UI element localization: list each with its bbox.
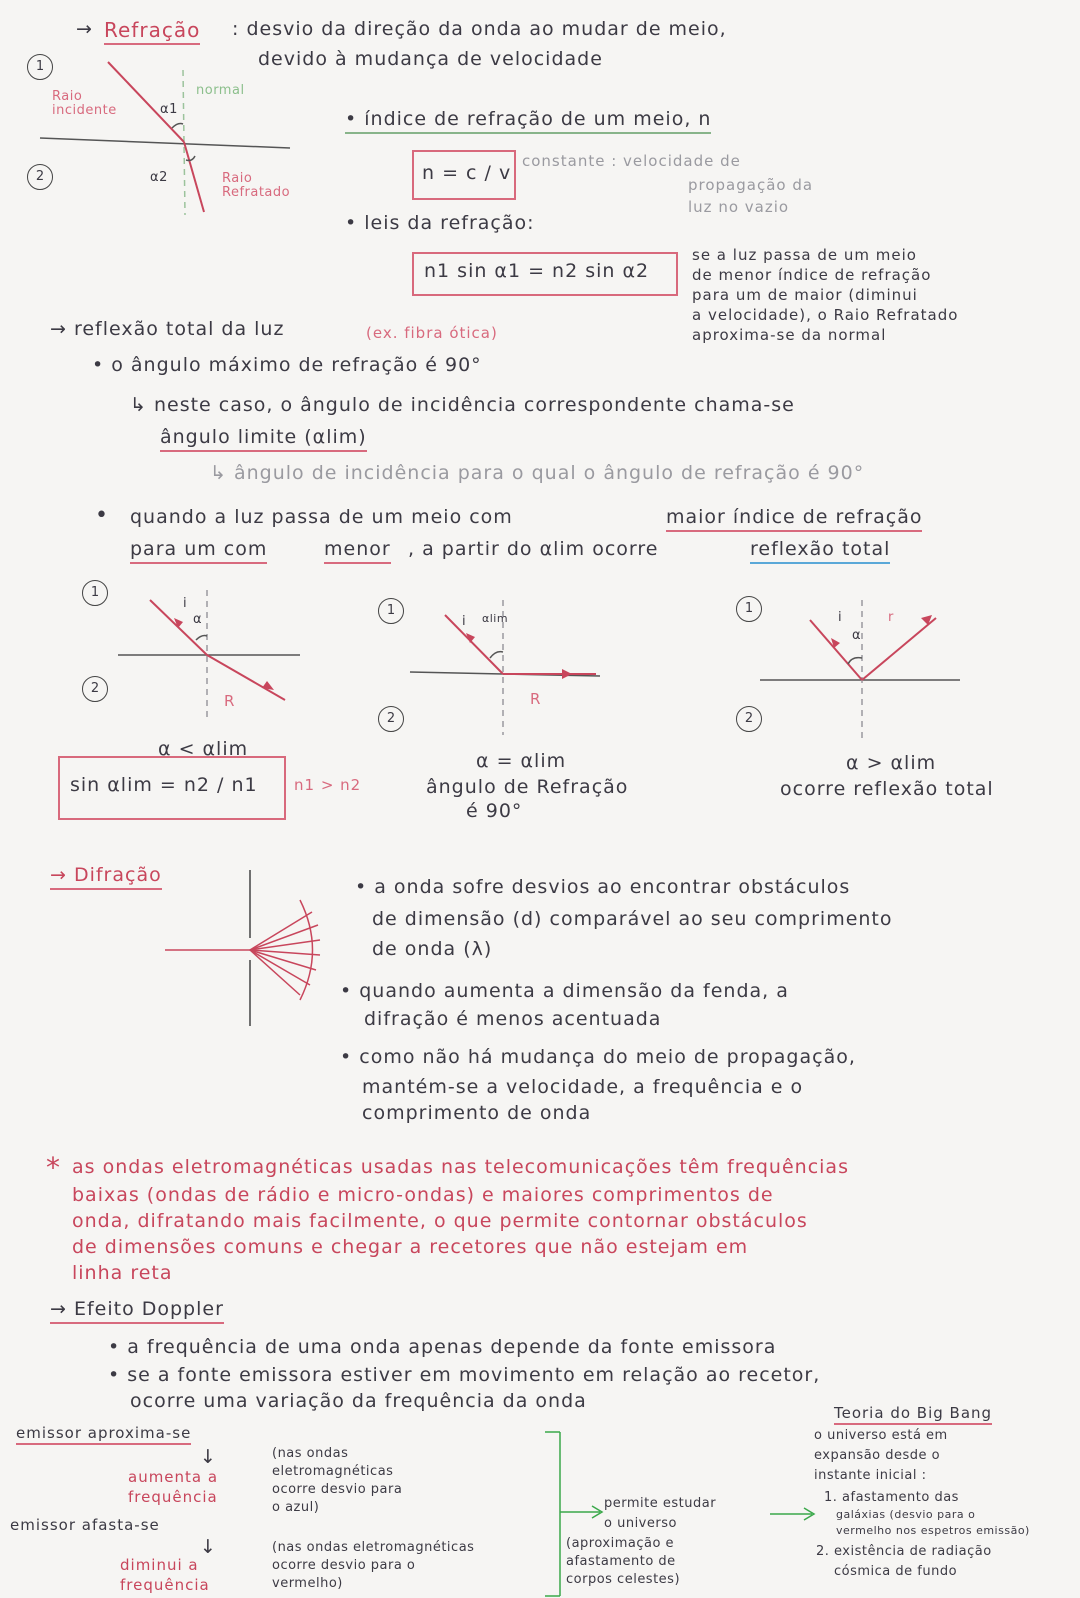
note-line-5: linha reta	[72, 1262, 173, 1284]
fig2-R: R	[530, 690, 542, 708]
diffraction-b1-l1: • a onda sofre desvios ao encontrar obstáculos	[355, 876, 851, 898]
total-reflection-title: → reflexão total da luz	[50, 318, 285, 340]
sin-limit-formula: sin αlim = n2 / n1	[70, 774, 258, 796]
fig3-alpha: α	[852, 628, 862, 643]
medium-1-marker: 1	[27, 54, 53, 80]
approach-note-4: o azul)	[272, 1500, 320, 1515]
index-condition: n1 > n2	[294, 776, 362, 794]
law-note-2: de menor índice de refração	[692, 266, 932, 284]
fig1-medium-2: 2	[82, 676, 108, 702]
fig1-i: i	[183, 596, 188, 611]
tr-b2-line1-b: maior índice de refração	[666, 506, 922, 532]
diffraction-b3-l3: comprimento de onda	[362, 1102, 592, 1124]
big-bang-5: galáxias (desvio para o	[836, 1508, 976, 1521]
normal-label: normal	[196, 83, 245, 98]
big-bang-7: 2. existência de radiação	[816, 1544, 992, 1559]
note-line-3: onda, difratando mais facilmente, o que permite contornar obstáculos	[72, 1210, 808, 1232]
fig1-medium-1: 1	[82, 580, 108, 606]
doppler-b2-l2: ocorre uma variação da frequência da onda	[130, 1390, 587, 1412]
study-1: permite estudar	[604, 1496, 717, 1511]
arrow-down-1: ↓	[200, 1446, 217, 1468]
fig2-i: i	[462, 614, 467, 629]
fig-refraction-small-angle	[118, 590, 300, 720]
fig3-medium-2: 2	[736, 706, 762, 732]
index-bullet: • índice de refração de um meio, n	[345, 108, 711, 134]
tr-b2-line1-a: quando a luz passa de um meio com	[130, 506, 513, 528]
doppler-title: → Efeito Doppler	[50, 1298, 224, 1324]
index-note-2: propagação da	[688, 176, 814, 194]
angle-arc-1	[172, 124, 183, 129]
limit-angle-definition: ↳ ângulo de incidência para o qual o ângulo de refração é 90°	[210, 462, 865, 484]
law-note-5: aproxima-se da normal	[692, 326, 887, 344]
diffraction-b2-l2: difração é menos acentuada	[364, 1008, 662, 1030]
study-5: corpos celestes)	[566, 1572, 681, 1587]
incident-ray-label: Raio incidente	[52, 89, 117, 119]
interface-line	[40, 138, 290, 148]
doppler-b1: • a frequência de uma onda apenas depende da fonte emissora	[108, 1336, 777, 1358]
recede-note-3: vermelho)	[272, 1576, 343, 1591]
case-2-value: é 90°	[466, 800, 523, 822]
law-note-3: para um de maior (diminui	[692, 286, 918, 304]
note-star: *	[46, 1151, 61, 1184]
refraction-def-line1: : desvio da direção da onda ao mudar de meio,	[232, 18, 727, 40]
emitter-approaches: emissor aproxima-se	[16, 1424, 191, 1445]
tr-bullet-1: • o ângulo máximo de refração é 90°	[92, 354, 482, 376]
study-3: (aproximação e	[566, 1536, 675, 1551]
index-formula: n = c / v	[422, 162, 512, 184]
note-line-4: de dimensões comuns e chegar a recetores que não estejam em	[72, 1236, 749, 1258]
law-bullet: • leis da refração:	[345, 212, 535, 234]
big-bang-3: instante inicial :	[814, 1468, 927, 1483]
approach-note-3: ocorre desvio para	[272, 1482, 403, 1497]
index-note-3: luz no vazio	[688, 198, 790, 216]
fig-total-reflection	[760, 600, 960, 740]
fig1-R: R	[224, 692, 236, 710]
big-bang-2: expansão desde o	[814, 1448, 941, 1463]
diffraction-b1-l3: de onda (λ)	[372, 938, 493, 960]
recede-note-1: (nas ondas eletromagnéticas	[272, 1540, 475, 1555]
big-bang-8: cósmica de fundo	[834, 1564, 958, 1579]
index-note-1: constante : velocidade de	[522, 152, 741, 170]
case-2-label: α = αlim	[476, 750, 567, 772]
diffraction-title: → Difração	[50, 864, 162, 890]
approach-note-1: (nas ondas	[272, 1446, 349, 1461]
alpha1-label: α1	[160, 102, 178, 117]
fig2-medium-1: 1	[378, 598, 404, 624]
case-3-label: α > αlim	[846, 752, 937, 774]
fig2-medium-2: 2	[378, 706, 404, 732]
tr-b2-line2-b: menor	[324, 538, 391, 564]
big-bang-4: 1. afastamento das	[824, 1490, 959, 1505]
diffraction-b1-l2: de dimensão (d) comparável ao seu comprimento	[372, 908, 893, 930]
arrow-down-2: ↓	[200, 1536, 217, 1558]
refraction-def-line2: devido à mudança de velocidade	[258, 48, 603, 70]
case-3-desc: ocorre reflexão total	[780, 778, 994, 800]
law-note-1: se a luz passa de um meio	[692, 246, 917, 264]
tr-bullet-1-sub: ↳ neste caso, o ângulo de incidência correspondente chama-se	[130, 394, 795, 416]
fig3-i: i	[838, 610, 843, 625]
fig1-alpha: α	[193, 612, 203, 627]
note-line-1: as ondas eletromagnéticas usadas nas telecomunicações têm frequências	[72, 1156, 849, 1178]
refraction-title: Refração	[104, 18, 200, 45]
law-formula: n1 sin α1 = n2 sin α2	[424, 260, 650, 282]
law-note-4: a velocidade), o Raio Refratado	[692, 306, 959, 324]
medium-2-marker: 2	[27, 164, 53, 190]
note-line-2: baixas (ondas de rádio e micro-ondas) e maiores comprimentos de	[72, 1184, 774, 1206]
emitter-recedes: emissor afasta-se	[10, 1516, 160, 1534]
case-2-desc: ângulo de Refração	[426, 776, 629, 798]
fig3-r: r	[888, 610, 894, 625]
increase-frequency-2: frequência	[128, 1488, 218, 1506]
tr-bullet-2-dot: •	[95, 503, 109, 528]
fig-diffraction	[165, 870, 320, 1026]
alpha2-label: α2	[150, 170, 168, 185]
total-reflection-example: (ex. fibra ótica)	[366, 324, 498, 342]
diffraction-b3-l2: mantém-se a velocidade, a frequência e o	[362, 1076, 804, 1098]
big-bang-1: o universo está em	[814, 1428, 948, 1443]
fig2-alpha-lim: αlim	[482, 612, 509, 625]
decrease-frequency-2: frequência	[120, 1576, 210, 1594]
approach-note-2: eletromagnéticas	[272, 1464, 394, 1479]
study-2: o universo	[604, 1516, 677, 1531]
refracted-ray-label: Raio Refratado	[222, 171, 291, 201]
study-4: afastamento de	[566, 1554, 676, 1569]
increase-frequency-1: aumenta a	[128, 1468, 219, 1486]
fig3-medium-1: 1	[736, 596, 762, 622]
big-bang-6: vermelho nos espetros emissão)	[836, 1524, 1030, 1537]
diffraction-b3-l1: • como não há mudança do meio de propagação,	[340, 1046, 856, 1068]
case-1-label: α < αlim	[158, 738, 249, 760]
limit-angle-term: ângulo limite (αlim)	[160, 426, 367, 452]
doppler-b2-l1: • se a fonte emissora estiver em movimento em relação ao recetor,	[108, 1364, 821, 1386]
tr-b2-line2-a: para um com	[130, 538, 267, 564]
decrease-frequency-1: diminui a	[120, 1556, 199, 1574]
recede-note-2: ocorre desvio para o	[272, 1558, 416, 1573]
tr-b2-line2-d: reflexão total	[750, 538, 890, 564]
refracted-ray	[184, 142, 204, 212]
big-bang-title: Teoria do Big Bang	[834, 1404, 992, 1425]
tr-b2-line2-c: , a partir do αlim ocorre	[408, 538, 659, 560]
diffraction-b2-l1: • quando aumenta a dimensão da fenda, a	[340, 980, 789, 1002]
refraction-arrow: →	[76, 18, 93, 40]
